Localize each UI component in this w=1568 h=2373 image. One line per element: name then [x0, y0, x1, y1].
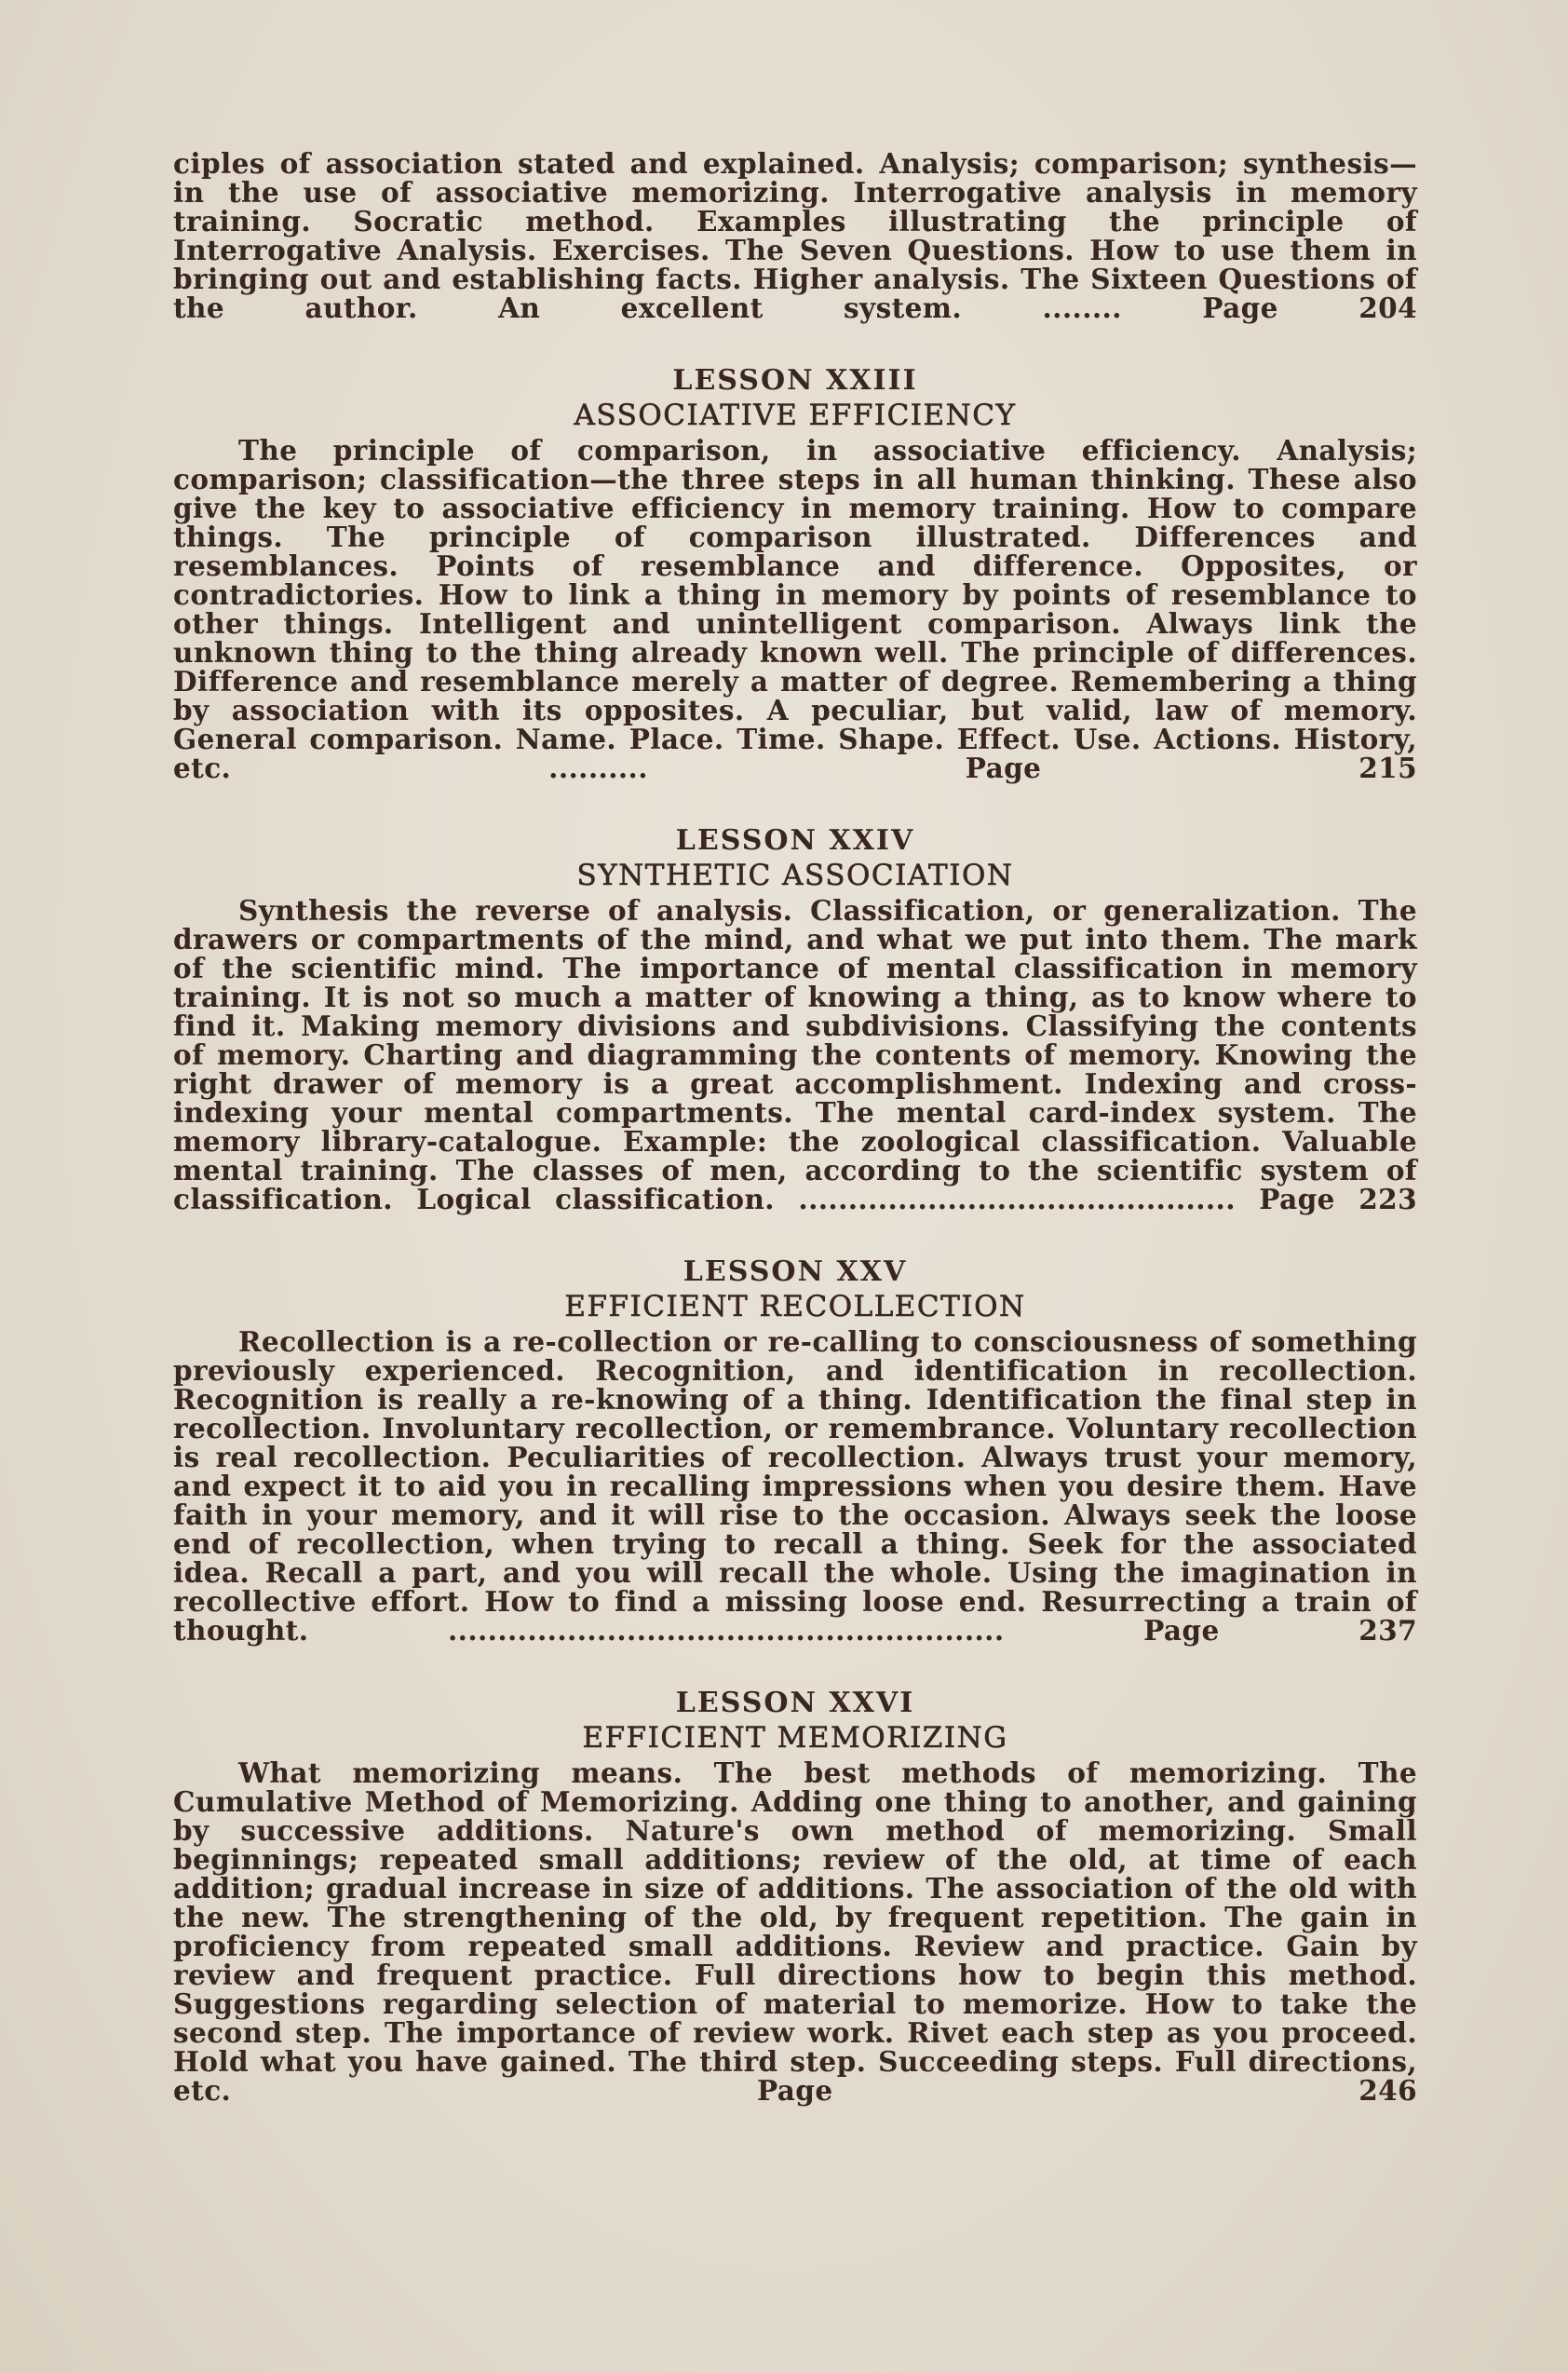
intro-page-ref: ........ Page 204 [1042, 292, 1418, 324]
lesson-title: ASSOCIATIVE EFFICIENCY [574, 399, 1017, 432]
lesson-title: SYNTHETIC ASSOCIATION [576, 859, 1014, 892]
lesson-summary [173, 896, 1417, 1214]
intro-paragraph [173, 149, 1417, 322]
lesson-number: LESSON XXIV [675, 824, 915, 857]
document-page [173, 149, 1417, 2105]
lesson-title: EFFICIENT MEMORIZING [582, 1721, 1008, 1755]
lesson-xxiii [173, 365, 1417, 782]
lesson-xxv [173, 1256, 1417, 1645]
lesson-page-ref: ............................................ Page 223 [798, 1183, 1417, 1215]
lesson-page-ref: ........................................................ Page 237 [447, 1614, 1418, 1647]
lesson-page-ref: Page 246 [756, 2074, 1418, 2107]
lesson-title: EFFICIENT RECOLLECTION [564, 1290, 1026, 1323]
lesson-summary-text: Recollection is a re-collection or re-calling to consciousness of something previously experienced. Recognition, and identification in recollection. Recognition is really a re-knowing of a thing. Identification the final step in recollection. Involuntary recollection, or remembrance. Voluntary recollection is real recollection. Peculiarities of recollection. Always trust your memory, and expect it to aid you in recalling impressions when you desire them. Have faith in your memory, and it will rise to the occasion. Always seek the loose end of recollection, when trying to recall a thing. Seek for the associated idea. Recall a part, and you will recall the whole. Using the imagination in recollective effort. How to find a missing loose end. Resurrecting a train of thought. [173, 1325, 1417, 1647]
lesson-xxvi [173, 1688, 1417, 2105]
lesson-summary-text: The principle of comparison, in associative efficiency. Analysis; comparison; classification—the three steps in all human thinking. These also give the key to associative efficiency in memory training. How to compare things. The principle of comparison illustrated. Differences and resemblances. Points of resemblance and difference. Opposites, or contradictories. How to link a thing in memory by points of resemblance to other things. Intelligent and unintelligent comparison. Always link the unknown thing to the thing already known well. The principle of differences. Difference and resemblance merely a matter of degree. Remembering a thing by association with its opposites. A peculiar, but valid, law of memory. General comparison. Name. Place. Time. Shape. Effect. Use. Actions. History, etc. [173, 434, 1417, 784]
lesson-page-ref: .......... Page 215 [548, 752, 1418, 784]
lesson-summary [173, 436, 1417, 782]
intro-text: ciples of association stated and explained. Analysis; comparison; synthesis—in the use of associative memorizing. Interrogative analysis in memory training. Socratic method. Examples illustrating the principle of Interrogative Analysis. Exercises. The Seven Questions. How to use them in bringing out and establishing facts. Higher analysis. The Sixteen Questions of the author. An excellent system. [173, 147, 1417, 324]
lesson-summary-text: Synthesis the reverse of analysis. Classification, or generalization. The drawers or compartments of the mind, and what we put into them. The mark of the scientific mind. The importance of mental classification in memory training. It is not so much a matter of knowing a thing, as to know where to find it. Making memory divisions and subdivisions. Classifying the contents of memory. Charting and diagramming the contents of memory. Knowing the right drawer of memory is a great accomplishment. Indexing and cross-indexing your mental compartments. The mental card-index system. The memory library-catalogue. Example: the zoological classification. Valuable mental training. The classes of men, according to the scientific system of classification. Logical classification. [173, 894, 1417, 1215]
lesson-number: LESSON XXIII [672, 364, 918, 397]
lesson-number: LESSON XXVI [675, 1687, 915, 1719]
lesson-summary-text: What memorizing means. The best methods of memorizing. The Cumulative Method of Memorizing. Adding one thing to another, and gaining by successive additions. Nature's own method of memorizing. Small beginnings; repeated small additions; review of the old, at time of each addition; gradual increase in size of additions. The association of the old with the new. The strengthening of the old, by frequent repetition. The gain in proficiency from repeated small additions. Review and practice. Gain by review and frequent practice. Full directions how to begin this method. Suggestions regarding selection of material to memorize. How to take the second step. The importance of review work. Rivet each step as you proceed. Hold what you have gained. The third step. Succeeding steps. Full directions, etc. [173, 1756, 1417, 2107]
lesson-summary [173, 1758, 1417, 2105]
lesson-xxiv [173, 825, 1417, 1214]
lesson-number: LESSON XXV [683, 1255, 908, 1288]
lesson-summary [173, 1327, 1417, 1645]
